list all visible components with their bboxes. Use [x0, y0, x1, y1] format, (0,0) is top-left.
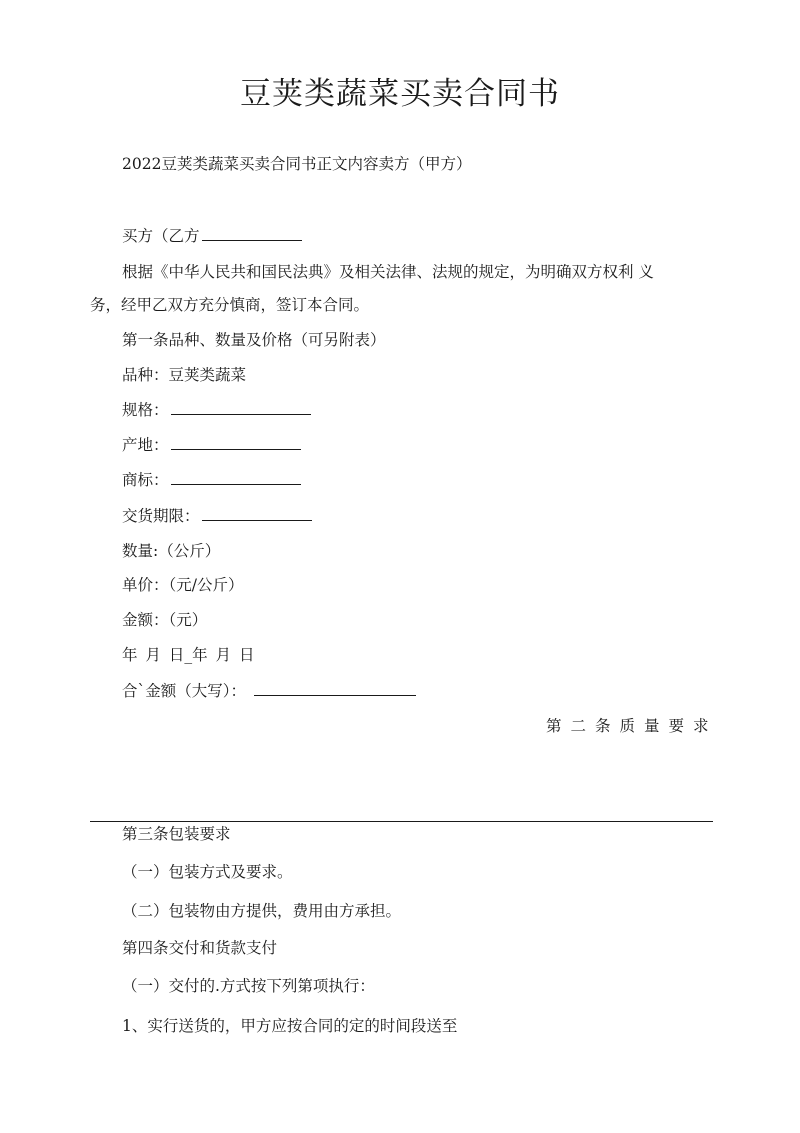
- brand-blank: [171, 470, 301, 485]
- total-amount-line: [122, 680, 416, 702]
- buyer-line: [122, 225, 302, 247]
- article-4-heading: 第四条交付和货款支付: [122, 939, 278, 957]
- delivery-period-line: [122, 505, 312, 527]
- buyer-blank: [202, 226, 302, 241]
- delivery-period-label: 交货期限：: [122, 507, 200, 525]
- article-3-heading: 第三条包装要求: [122, 825, 231, 843]
- total-amount-label: 合`金额（大写）：: [122, 682, 247, 700]
- article-2-heading: 第二条质量要求: [546, 717, 718, 735]
- variety-line: 品种：豆荚类蔬菜: [122, 366, 247, 384]
- packaging-item-1: （一）包装方式及要求。: [122, 863, 293, 881]
- quantity-line: 数量:（公斤）: [122, 542, 221, 560]
- brand-label: 商标：: [122, 471, 169, 489]
- packaging-item-2: （二）包装物由方提供，费用由方承担。: [122, 902, 402, 920]
- amount-line: 金额：（元）: [122, 611, 208, 629]
- document-title: 豆荚类蔬菜买卖合同书: [240, 76, 560, 112]
- spec-label: 规格：: [122, 401, 169, 419]
- delivery-item-1: （一）交付的.方式按下列第项执行：: [122, 977, 375, 995]
- origin-line: [122, 434, 301, 456]
- basis-line-2: 务，经甲乙双方充分慎商，签订本合同。: [90, 296, 370, 314]
- article-1-heading: 第一条品种、数量及价格（可另附表）: [122, 331, 386, 349]
- brand-line: [122, 469, 301, 491]
- dates-line: 年 月 日_年 月 日: [122, 646, 255, 664]
- intro-line: 2022豆荚类蔬菜买卖合同书正文内容卖方（甲方）: [122, 155, 472, 173]
- section-divider: [90, 821, 713, 822]
- total-amount-blank: [254, 681, 416, 696]
- delivery-period-blank: [202, 506, 312, 521]
- spec-line: [122, 399, 311, 421]
- origin-label: 产地：: [122, 436, 169, 454]
- spec-blank: [171, 400, 311, 415]
- basis-line-1: 根据《中华人民共和国民法典》及相关法律、法规的规定，为明确双方权利 义: [122, 263, 654, 281]
- origin-blank: [171, 435, 301, 450]
- delivery-subitem-1: 1、实行送货的，甲方应按合同的定的时间段送至: [122, 1017, 458, 1035]
- buyer-label: 买方（乙方: [122, 227, 200, 245]
- unit-price-line: 单价：（元/公斤）: [122, 576, 244, 594]
